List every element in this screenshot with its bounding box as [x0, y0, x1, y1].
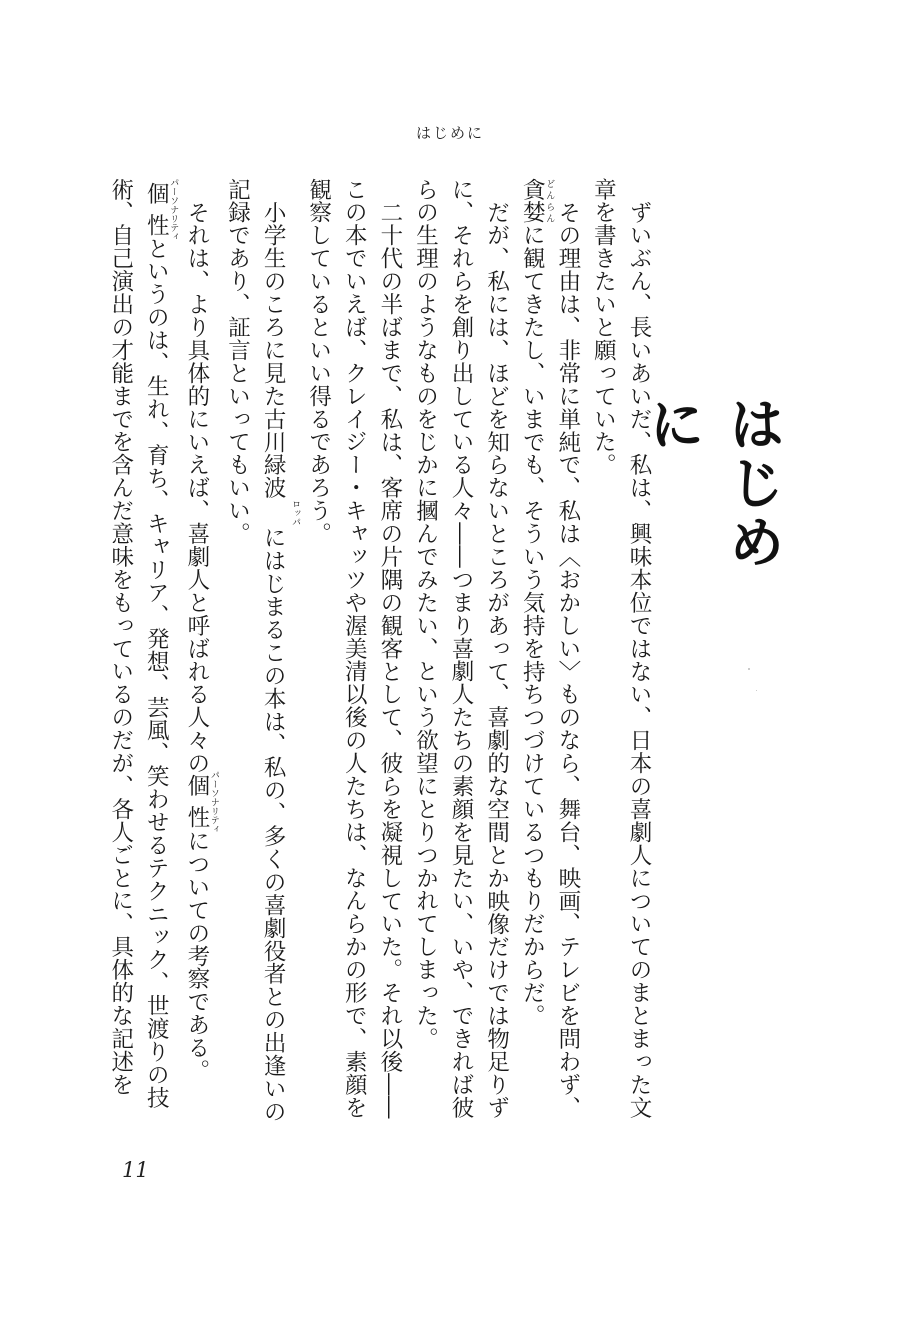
paragraph — [407, 178, 514, 1138]
ruby-annotation — [183, 770, 219, 834]
text-run: それは、より具体的にいえば、喜劇人と呼ばれる人々の — [183, 200, 210, 775]
paper-speck — [748, 668, 750, 670]
text-run: だが、私には、ほどを知らないところがあって、喜劇的な空間とか映像だけでは物足りずに、それらを創り出している人々――つまり喜劇人たちの素顔を見たい、いや、できれば彼らの生理のようなものをじかに摑んでみたい、という欲望にとりつかれてしまった。 — [412, 178, 510, 1119]
paragraph — [104, 178, 178, 1138]
text-run: ずいぶん、長いあいだ、私は、興味本位ではない、日本の喜劇人についてのまとまった文章を書きたいと願っていた。 — [590, 178, 652, 1119]
running-head: はじめに — [415, 124, 484, 142]
paragraph — [585, 178, 656, 1138]
text-run: についての考察である。 — [183, 829, 210, 1082]
ruby-base: 個性 — [183, 770, 210, 834]
paragraph — [178, 178, 219, 1138]
ruby-annotation — [143, 178, 179, 241]
ruby-reading: どんらん — [544, 178, 555, 224]
text-run: 二十代の半ばまで、私は、客席の片隅の観客として、彼らを凝視していた。それ以後――この本でいえば、クレイジー・キャッツや渥美清以後の人たちは、なんらかの形で、素顔を観察しているといい得るであろう。 — [305, 178, 403, 1119]
text-run: その理由は、非常に単純で、私は〈おかしい〉ものなら、舞台、映画、テレビを問わず、 — [554, 200, 581, 1119]
ruby-reading: パーソナリティ — [168, 178, 179, 241]
paragraph — [219, 178, 300, 1138]
ruby-reading: パーソナリティ — [208, 770, 219, 834]
ruby-reading: ロッパ — [290, 498, 301, 526]
text-run: に観てきたし、いまでも、そういう気持を持ちつづけているつもりだからだ。 — [519, 223, 546, 1028]
paragraph — [514, 178, 585, 1138]
chapter-title: はじめに — [640, 395, 785, 572]
text-run: 小学生のころに見た古川緑波 — [260, 200, 287, 499]
ruby-annotation — [260, 498, 301, 526]
text-run: にはじまるこの本は、私の、多くの喜劇役者との出逢いの記録であり、証言といってもいい。 — [224, 178, 287, 1123]
text-run: というのは、生れ、育ち、キャリア、発想、芸風、笑わせるテクニック、世渡りの技術、自己演出の才能までを含んだ意味をもっているのだが、各人ごとに、具体的な記述を — [107, 178, 170, 1110]
paper-speck — [756, 690, 757, 691]
ruby-base: 個性 — [143, 178, 170, 241]
ruby-base: 貪婪 — [519, 178, 546, 224]
ruby-annotation — [519, 178, 555, 224]
paragraph — [300, 178, 407, 1138]
body-text — [104, 178, 656, 1138]
page-number: 11 — [122, 1158, 149, 1182]
